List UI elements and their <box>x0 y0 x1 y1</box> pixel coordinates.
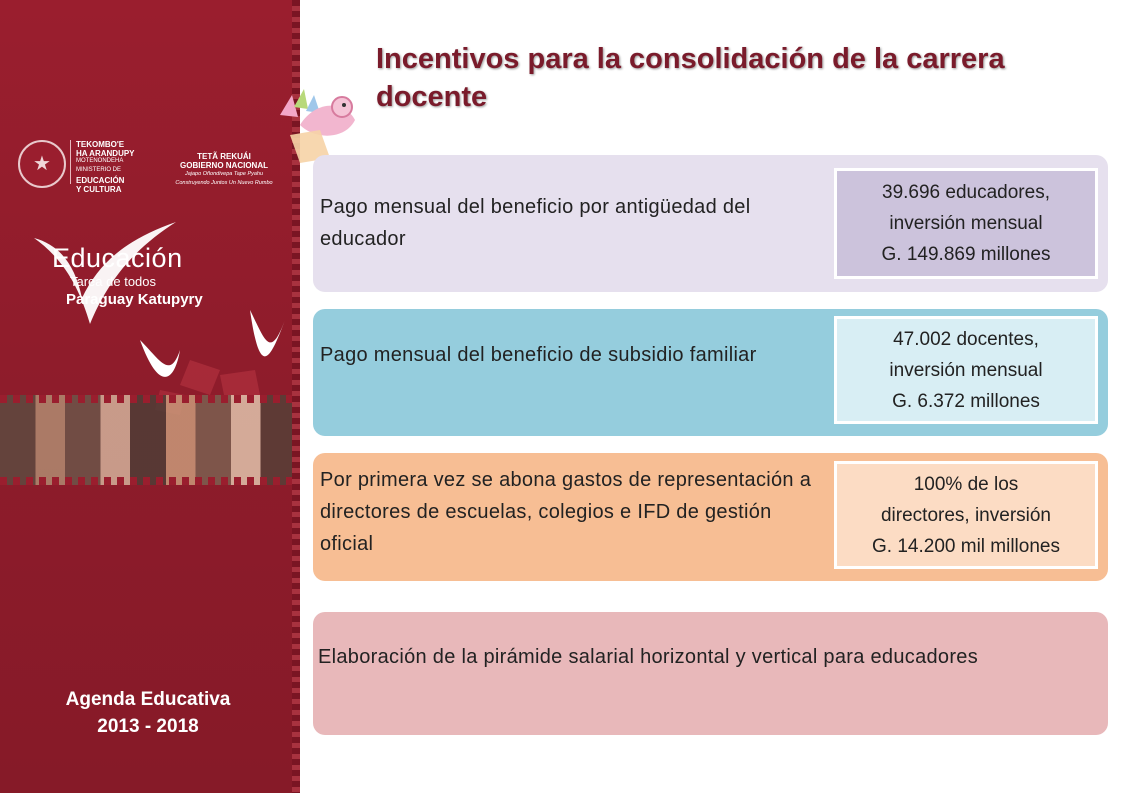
ministry-line: MOTENONDEHA <box>76 158 124 164</box>
stat-line: G. 14.200 mil millones <box>872 535 1060 557</box>
incentive-stat-box <box>834 168 1098 279</box>
stat-line: 100% de los <box>913 473 1019 495</box>
government-motto: Jajapo Oñondivepa Tape Pyahu <box>184 171 264 177</box>
incentive-description: Elaboración de la pirámide salarial horizontal y vertical para educadores <box>318 646 979 668</box>
incentive-row <box>313 155 1108 292</box>
incentive-description: Por primera vez se abona gastos de representación a directores de escuelas, colegios e IFD de gestión oficial <box>320 469 812 555</box>
incentive-row <box>313 612 1108 735</box>
government-line: TETÃ REKUÁI <box>197 152 251 161</box>
education-title: Educación <box>52 243 183 273</box>
stat-line: directores, inversión <box>880 504 1052 526</box>
incentive-stat-box <box>834 461 1098 569</box>
logo-block <box>18 138 288 194</box>
national-seal-icon <box>18 140 66 188</box>
stat-line: G. 149.869 millones <box>881 244 1051 265</box>
stat-line: inversión mensual <box>889 213 1043 234</box>
incentive-description: Pago mensual del beneficio de subsidio familiar <box>320 344 757 366</box>
ministry-logo-text <box>76 140 166 194</box>
agenda-label <box>0 686 296 740</box>
incentive-stat-box <box>834 316 1098 424</box>
incentive-description: Pago mensual del beneficio por antigüedad del educador <box>320 196 751 250</box>
incentive-row <box>313 453 1108 581</box>
students-photo-collage <box>0 395 296 485</box>
ministry-line: TEKOMBO'E <box>76 140 125 149</box>
agenda-years: 2013 - 2018 <box>97 716 199 737</box>
government-motto: Construyendo Juntos Un Nuevo Rumbo <box>175 180 273 186</box>
stat-line: inversión mensual <box>889 359 1043 381</box>
government-line: GOBIERNO NACIONAL <box>180 161 268 170</box>
page-title: Incentivos para la consolidación de la carrera docente <box>376 43 1005 113</box>
ministry-line: MINISTERIO DE <box>76 167 122 173</box>
torn-edge-decoration <box>0 395 296 403</box>
education-subtitle: Tarea de todos <box>70 274 157 289</box>
torn-edge-decoration <box>0 477 296 485</box>
stat-line: 39.696 educadores, <box>882 182 1050 203</box>
ministry-line: Y CULTURA <box>76 185 122 194</box>
agenda-line: Agenda Educativa <box>65 689 231 710</box>
child-drawing-icon <box>270 85 380 165</box>
ministry-line: EDUCACIÓN <box>76 176 125 185</box>
government-logo-text <box>164 152 284 188</box>
stat-line: G. 6.372 millones <box>892 390 1040 412</box>
logo-divider <box>70 140 71 184</box>
ministry-line: HA ARANDUPY <box>76 149 135 158</box>
incentive-row <box>313 309 1108 436</box>
sidebar-panel <box>0 0 296 793</box>
education-subtitle-secondary: Paraguay Katupyry <box>66 291 203 308</box>
stat-line: 47.002 docentes, <box>893 328 1039 350</box>
